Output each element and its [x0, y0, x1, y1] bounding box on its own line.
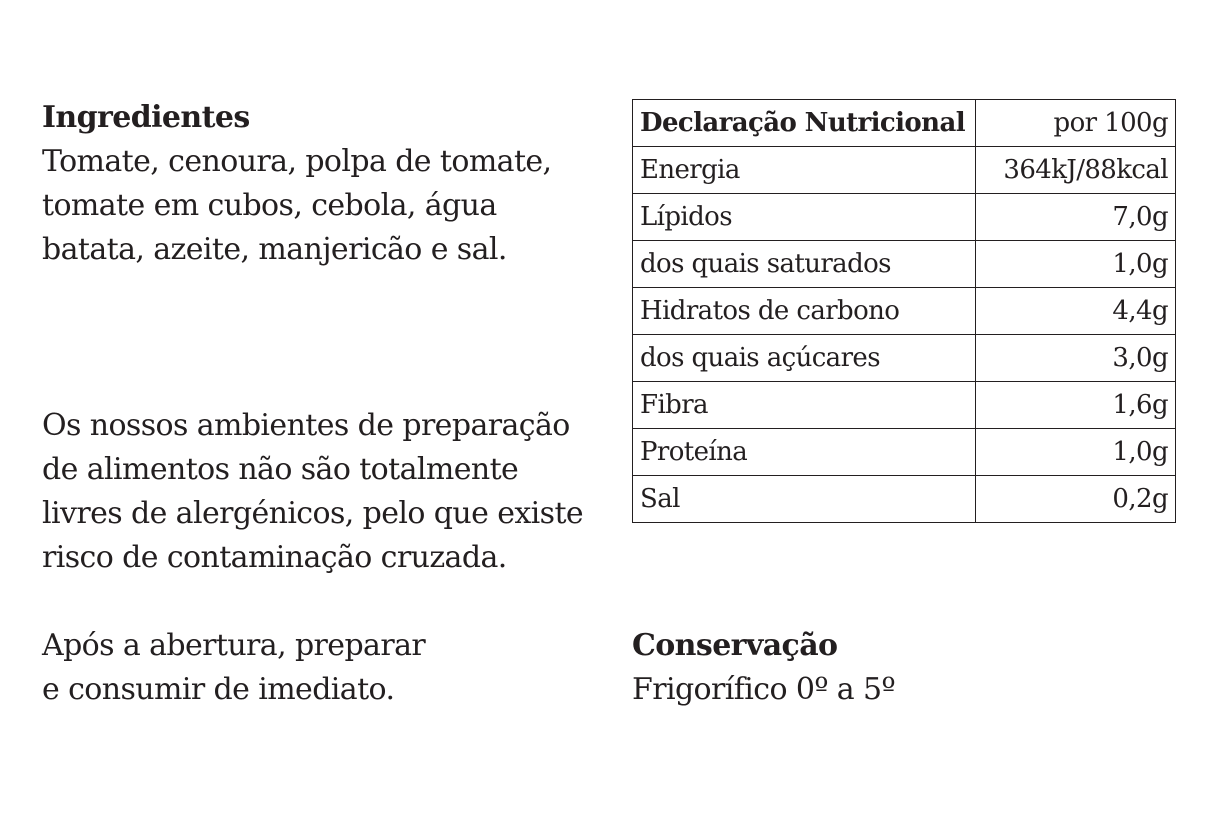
nutrient-value: 0,2g: [976, 476, 1176, 523]
nutrient-label: Sal: [633, 476, 976, 523]
ingredients-line: Tomate, cenoura, polpa de tomate,: [42, 144, 552, 179]
nutrient-label: Lípidos: [633, 194, 976, 241]
nutrition-title: Declaração Nutricional: [633, 100, 976, 147]
conservation-section: [632, 624, 895, 712]
nutrient-label: Fibra: [633, 382, 976, 429]
after-opening-line: e consumir de imediato.: [42, 672, 395, 707]
after-opening-notice: [42, 624, 425, 712]
nutrition-header-row: [633, 100, 1176, 147]
nutrient-value: 7,0g: [976, 194, 1176, 241]
table-row: [633, 382, 1176, 429]
table-row: [633, 147, 1176, 194]
nutrient-label: dos quais saturados: [633, 241, 976, 288]
ingredients-heading: Ingredientes: [42, 100, 250, 135]
nutrient-value: 1,6g: [976, 382, 1176, 429]
allergen-notice: [42, 404, 583, 580]
ingredients-line: batata, azeite, manjericão e sal.: [42, 232, 507, 267]
nutrition-table: [632, 99, 1176, 523]
allergen-line: de alimentos não são totalmente: [42, 452, 519, 487]
nutrient-value: 364kJ/88kcal: [976, 147, 1176, 194]
table-row: [633, 429, 1176, 476]
after-opening-line: Após a abertura, preparar: [42, 628, 426, 663]
table-row: [633, 241, 1176, 288]
nutrient-label: Proteína: [633, 429, 976, 476]
allergen-line: Os nossos ambientes de preparação: [42, 408, 570, 443]
ingredients-section: [42, 96, 552, 272]
nutrition-per-unit: por 100g: [976, 100, 1176, 147]
ingredients-line: tomate em cubos, cebola, água: [42, 188, 497, 223]
nutrient-label: Hidratos de carbono: [633, 288, 976, 335]
nutrient-value: 1,0g: [976, 429, 1176, 476]
table-row: [633, 288, 1176, 335]
conservation-text: Frigorífico 0º a 5º: [632, 672, 895, 707]
nutrient-value: 3,0g: [976, 335, 1176, 382]
nutrient-value: 4,4g: [976, 288, 1176, 335]
table-row: [633, 476, 1176, 523]
conservation-heading: Conservação: [632, 628, 838, 663]
table-row: [633, 335, 1176, 382]
allergen-line: risco de contaminação cruzada.: [42, 540, 507, 575]
allergen-line: livres de alergénicos, pelo que existe: [42, 496, 584, 531]
table-row: [633, 194, 1176, 241]
nutrient-label: dos quais açúcares: [633, 335, 976, 382]
nutrient-label: Energia: [633, 147, 976, 194]
nutrient-value: 1,0g: [976, 241, 1176, 288]
